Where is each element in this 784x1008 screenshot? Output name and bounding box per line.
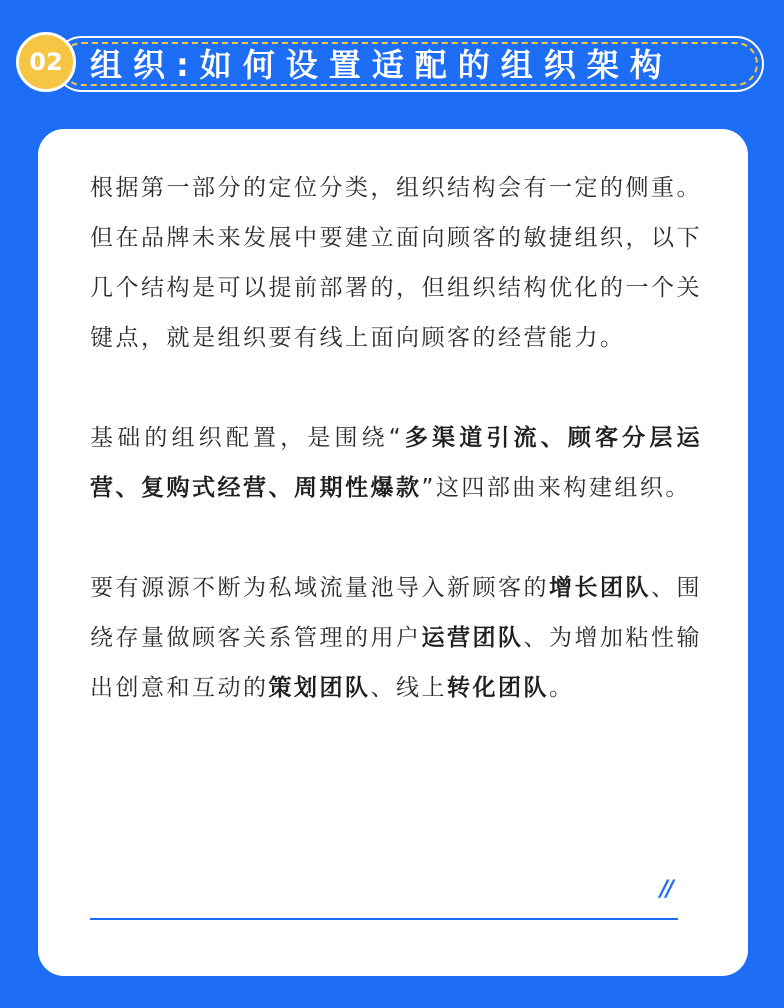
paragraph-basic-configuration [90, 413, 702, 513]
paragraph-text: 、围绕存量做顾客关系管理的用户 [90, 575, 702, 651]
highlight-growth-team: 增长团队 [549, 575, 651, 601]
highlight-operations-team: 运营团队 [421, 625, 524, 651]
section-number-badge: 02 [16, 32, 76, 92]
highlight-planning-team: 策划团队 [268, 675, 371, 701]
paragraph-text: 、为增加粘性输出创意和互动的 [90, 625, 702, 701]
highlight-four-steps: 多渠道引流、顾客分层运营、复购式经营、周期性爆款 [90, 425, 703, 501]
section-title: 组织:如何设置适配的组织架构 [90, 46, 673, 84]
paragraph-text: 基础的组织配置，是围绕“ [90, 425, 404, 451]
paragraph-text: ”这四部曲来构建组织。 [421, 475, 691, 501]
highlight-conversion-team: 转化团队 [447, 675, 549, 701]
paragraph-teams [90, 563, 702, 713]
paragraph-positioning [90, 163, 702, 363]
bottom-divider [90, 918, 678, 920]
paragraph-text: 。 [549, 675, 575, 701]
title-banner [54, 36, 764, 92]
paragraph-text: 根据第一部分的定位分类，组织结构会有一定的侧重。但在品牌未来发展中要建立面向顾客的敏捷组织，以下几个结构是可以提前部署的，但组织结构优化的一个关键点，就是组织要有线上面向顾客的经营能力。 [90, 175, 702, 351]
article-body [90, 163, 702, 763]
paragraph-text: 要有源源不断为私域流量池导入新顾客的 [90, 575, 549, 601]
slash-decoration-icon: // [660, 877, 673, 902]
content-card [38, 129, 748, 976]
paragraph-text: 、线上 [370, 675, 447, 701]
